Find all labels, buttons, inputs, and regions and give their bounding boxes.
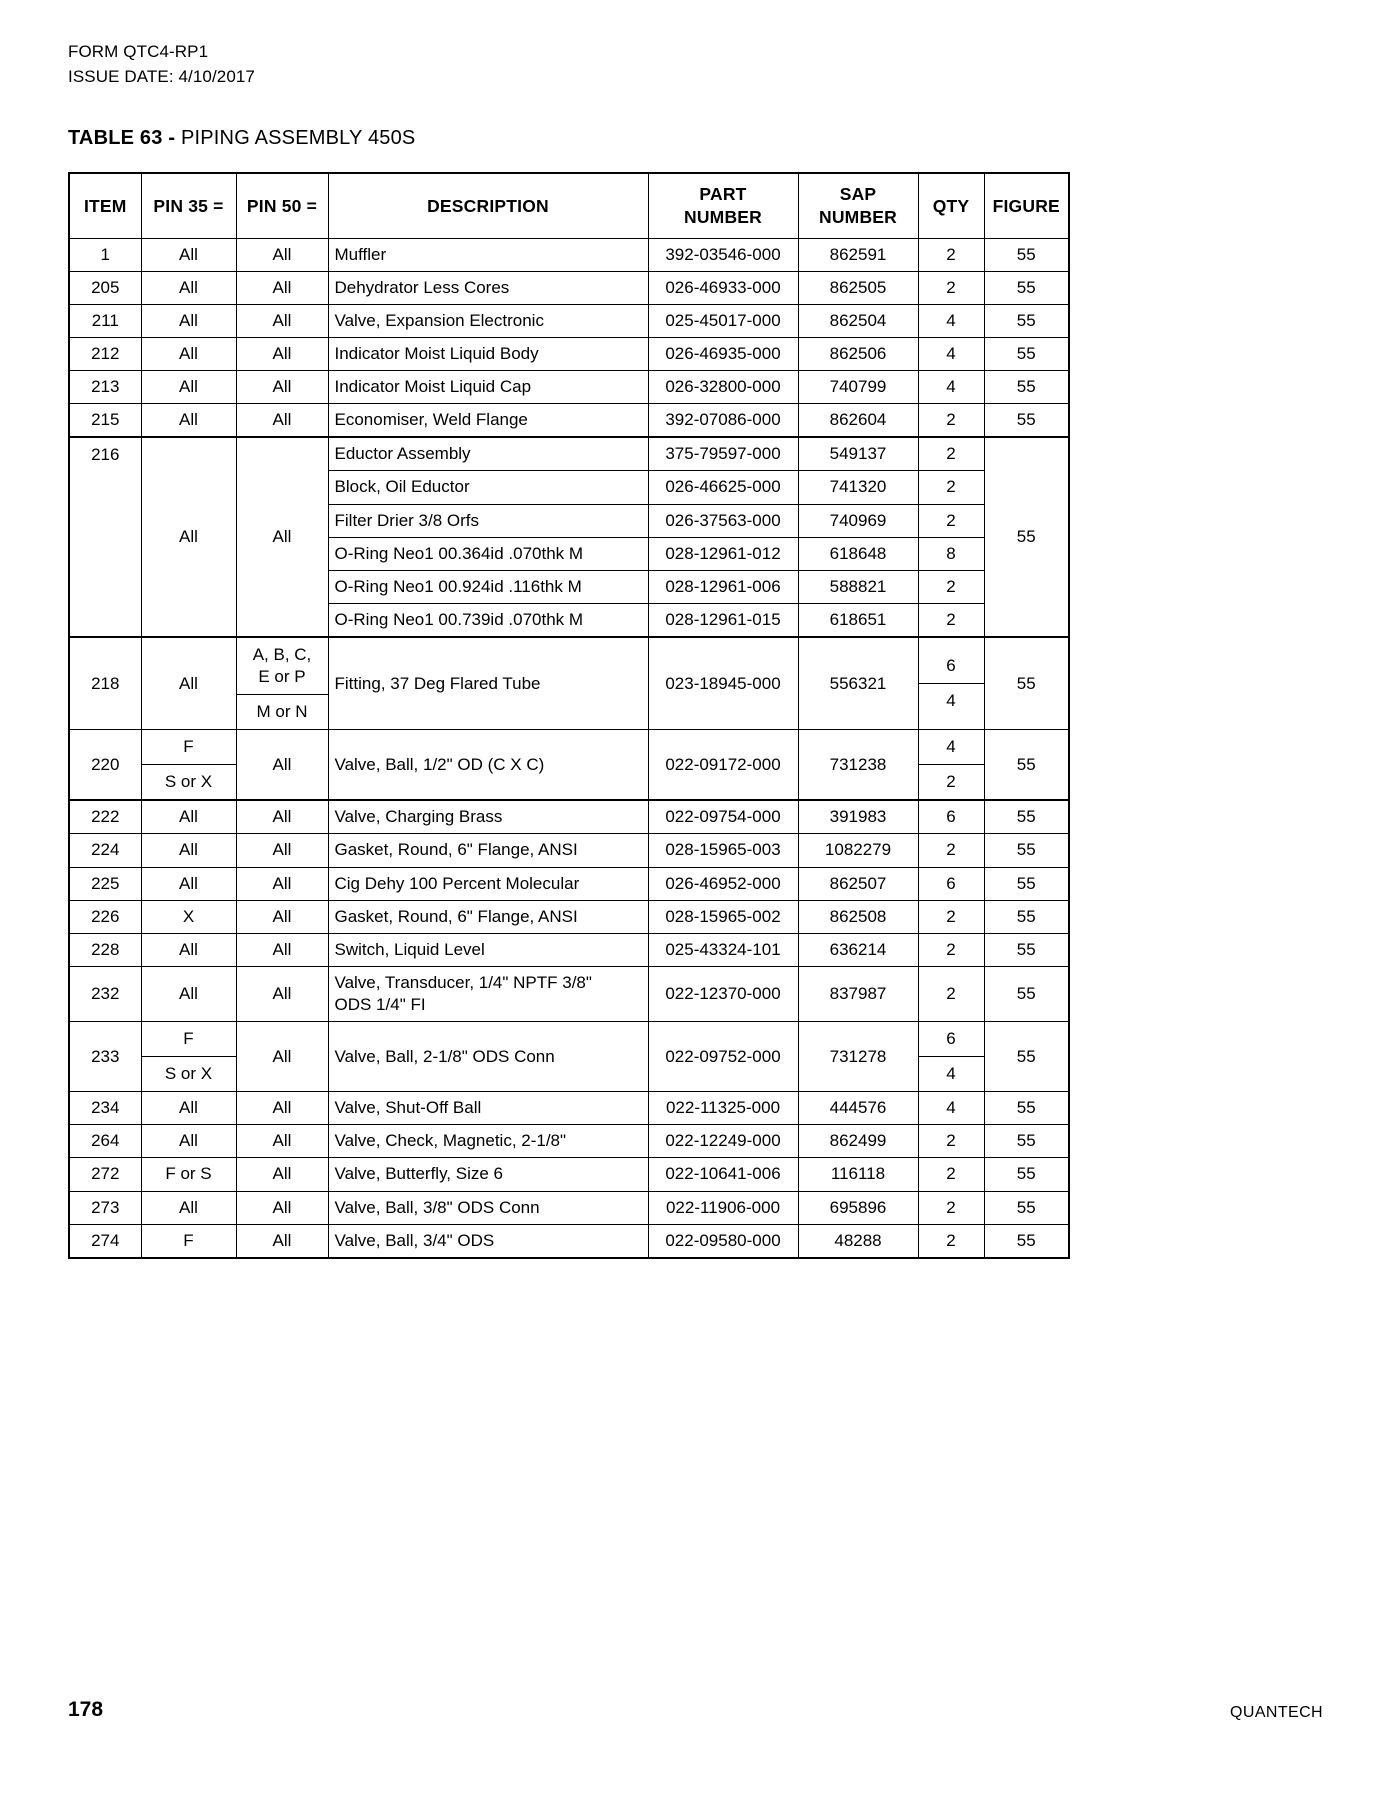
cell-qty: 2 bbox=[918, 504, 984, 537]
cell-item: 224 bbox=[69, 834, 141, 867]
cell-sap-number: 862505 bbox=[798, 271, 918, 304]
cell-sap-number: 618648 bbox=[798, 537, 918, 570]
parts-table bbox=[68, 172, 1070, 1258]
cell-description: Dehydrator Less Cores bbox=[328, 271, 648, 304]
cell-item-continued bbox=[69, 603, 141, 637]
cell-pin35: All bbox=[141, 637, 236, 730]
cell-part-number: 022-09754-000 bbox=[648, 800, 798, 834]
cell-sap-number: 588821 bbox=[798, 570, 918, 603]
table-row bbox=[69, 1125, 1069, 1158]
cell-item: 211 bbox=[69, 304, 141, 337]
cell-qty: 2 bbox=[918, 966, 984, 1021]
table-row bbox=[69, 404, 1069, 438]
cell-item: 225 bbox=[69, 867, 141, 900]
cell-description: Indicator Moist Liquid Cap bbox=[328, 371, 648, 404]
cell-pin50: All bbox=[236, 900, 328, 933]
cell-item: 215 bbox=[69, 404, 141, 438]
table-row bbox=[69, 834, 1069, 867]
col-header-sap-number bbox=[798, 173, 918, 238]
cell-part-number: 392-07086-000 bbox=[648, 404, 798, 438]
cell-part-number: 022-12370-000 bbox=[648, 966, 798, 1021]
col-header-item: ITEM bbox=[69, 173, 141, 238]
cell-qty: 2 bbox=[918, 933, 984, 966]
cell-qty: 2 bbox=[918, 471, 984, 504]
cell-pin50: All bbox=[236, 1224, 328, 1258]
cell-pin50: All bbox=[236, 1158, 328, 1191]
cell-pin50: All bbox=[236, 966, 328, 1021]
cell-pin50-top-line1: A, B, C, bbox=[252, 644, 312, 664]
cell-item-continued bbox=[69, 504, 141, 537]
cell-qty: 4 bbox=[918, 338, 984, 371]
table-row bbox=[69, 338, 1069, 371]
cell-qty: 2 bbox=[918, 570, 984, 603]
cell-item: 1 bbox=[69, 238, 141, 271]
cell-part-number: 022-10641-006 bbox=[648, 1158, 798, 1191]
cell-figure: 55 bbox=[984, 1125, 1069, 1158]
cell-sap-number: 731238 bbox=[798, 730, 918, 801]
cell-pin35: All bbox=[141, 338, 236, 371]
cell-description: Filter Drier 3/8 Orfs bbox=[328, 504, 648, 537]
cell-qty: 2 bbox=[918, 1224, 984, 1258]
cell-qty: 6 bbox=[918, 867, 984, 900]
cell-pin35: All bbox=[141, 437, 236, 637]
cell-part-number: 022-09752-000 bbox=[648, 1022, 798, 1092]
cell-sap-number: 862506 bbox=[798, 338, 918, 371]
cell-figure: 55 bbox=[984, 1191, 1069, 1224]
cell-figure: 55 bbox=[984, 1158, 1069, 1191]
cell-part-number: 026-37563-000 bbox=[648, 504, 798, 537]
issue-date: ISSUE DATE: 4/10/2017 bbox=[68, 66, 255, 86]
cell-pin35-bottom: S or X bbox=[164, 1064, 213, 1084]
table-row bbox=[69, 867, 1069, 900]
cell-pin50: All bbox=[236, 867, 328, 900]
cell-qty: 2 bbox=[918, 834, 984, 867]
cell-pin35: X bbox=[141, 900, 236, 933]
cell-pin35: All bbox=[141, 404, 236, 438]
cell-pin50: All bbox=[236, 730, 328, 801]
table-row bbox=[69, 437, 1069, 471]
cell-pin35: All bbox=[141, 1125, 236, 1158]
cell-qty-bottom: 4 bbox=[946, 691, 956, 711]
cell-figure: 55 bbox=[984, 730, 1069, 801]
cell-pin50: All bbox=[236, 1125, 328, 1158]
cell-part-number: 022-11906-000 bbox=[648, 1191, 798, 1224]
cell-item: 222 bbox=[69, 800, 141, 834]
cell-part-number: 023-18945-000 bbox=[648, 637, 798, 730]
table-row bbox=[69, 933, 1069, 966]
cell-qty-bottom: 2 bbox=[946, 772, 956, 792]
cell-item: 216 bbox=[69, 437, 141, 471]
cell-figure: 55 bbox=[984, 371, 1069, 404]
cell-pin50: All bbox=[236, 1022, 328, 1092]
cell-description: Valve, Ball, 1/2" OD (C X C) bbox=[328, 730, 648, 801]
cell-pin50-top-line2: E or P bbox=[258, 667, 306, 686]
cell-figure: 55 bbox=[984, 933, 1069, 966]
cell-figure: 55 bbox=[984, 867, 1069, 900]
cell-pin35: F or S bbox=[141, 1158, 236, 1191]
cell-sap-number: 695896 bbox=[798, 1191, 918, 1224]
cell-part-number: 022-09580-000 bbox=[648, 1224, 798, 1258]
cell-part-number: 026-46625-000 bbox=[648, 471, 798, 504]
table-row bbox=[69, 1158, 1069, 1191]
cell-part-number: 022-12249-000 bbox=[648, 1125, 798, 1158]
cell-pin50: All bbox=[236, 271, 328, 304]
cell-qty-top: 6 bbox=[919, 649, 984, 684]
cell-pin50: All bbox=[236, 304, 328, 337]
cell-part-number: 028-12961-012 bbox=[648, 537, 798, 570]
col-header-pin50: PIN 50 = bbox=[236, 173, 328, 238]
table-row bbox=[69, 800, 1069, 834]
cell-item-continued bbox=[69, 570, 141, 603]
cell-pin50-bottom: M or N bbox=[256, 702, 308, 722]
cell-item: 272 bbox=[69, 1158, 141, 1191]
table-row bbox=[69, 1022, 1069, 1092]
cell-qty-top: 6 bbox=[919, 1022, 984, 1057]
page-title bbox=[68, 127, 1323, 150]
form-number: FORM QTC4-RP1 bbox=[68, 42, 209, 61]
cell-part-number: 022-11325-000 bbox=[648, 1092, 798, 1125]
cell-description: Valve, Ball, 2-1/8" ODS Conn bbox=[328, 1022, 648, 1092]
cell-description: Valve, Ball, 3/4" ODS bbox=[328, 1224, 648, 1258]
cell-item: 233 bbox=[69, 1022, 141, 1092]
cell-description: O-Ring Neo1 00.739id .070thk M bbox=[328, 603, 648, 637]
col-header-sap-line2: NUMBER bbox=[818, 207, 897, 228]
col-header-part-number bbox=[648, 173, 798, 238]
cell-pin35: All bbox=[141, 800, 236, 834]
cell-pin35: All bbox=[141, 1191, 236, 1224]
cell-qty-top: 4 bbox=[919, 730, 984, 765]
cell-qty: 4 bbox=[918, 304, 984, 337]
cell-part-number: 028-15965-003 bbox=[648, 834, 798, 867]
cell-figure: 55 bbox=[984, 900, 1069, 933]
cell-sap-number: 48288 bbox=[798, 1224, 918, 1258]
cell-qty: 2 bbox=[918, 1191, 984, 1224]
col-header-pin35: PIN 35 = bbox=[141, 173, 236, 238]
company-brand: QUANTECH bbox=[1230, 1704, 1323, 1721]
cell-description: O-Ring Neo1 00.364id .070thk M bbox=[328, 537, 648, 570]
cell-sap-number: 116118 bbox=[798, 1158, 918, 1191]
cell-description: Fitting, 37 Deg Flared Tube bbox=[328, 637, 648, 730]
cell-sap-number: 862504 bbox=[798, 304, 918, 337]
cell-part-number: 026-46952-000 bbox=[648, 867, 798, 900]
cell-figure: 55 bbox=[984, 1022, 1069, 1092]
cell-part-number: 392-03546-000 bbox=[648, 238, 798, 271]
cell-figure: 55 bbox=[984, 404, 1069, 438]
cell-description bbox=[328, 966, 648, 1021]
cell-qty: 8 bbox=[918, 537, 984, 570]
cell-description: Gasket, Round, 6" Flange, ANSI bbox=[328, 834, 648, 867]
cell-qty: 4 bbox=[918, 371, 984, 404]
cell-item: 205 bbox=[69, 271, 141, 304]
cell-sap-number: 444576 bbox=[798, 1092, 918, 1125]
cell-figure: 55 bbox=[984, 637, 1069, 730]
cell-qty: 4 bbox=[918, 1092, 984, 1125]
cell-sap-number: 618651 bbox=[798, 603, 918, 637]
cell-qty-split bbox=[918, 637, 984, 730]
table-row bbox=[69, 271, 1069, 304]
cell-part-number: 026-46935-000 bbox=[648, 338, 798, 371]
cell-description: Muffler bbox=[328, 238, 648, 271]
page-number: 178 bbox=[68, 1698, 104, 1721]
table-row bbox=[69, 900, 1069, 933]
cell-pin35-top: F bbox=[142, 1022, 236, 1057]
cell-figure: 55 bbox=[984, 271, 1069, 304]
cell-sap-number: 862507 bbox=[798, 867, 918, 900]
cell-pin35: All bbox=[141, 1092, 236, 1125]
cell-pin50: All bbox=[236, 238, 328, 271]
table-row bbox=[69, 1092, 1069, 1125]
cell-part-number: 025-43324-101 bbox=[648, 933, 798, 966]
cell-description: Gasket, Round, 6" Flange, ANSI bbox=[328, 900, 648, 933]
cell-part-number: 022-09172-000 bbox=[648, 730, 798, 801]
cell-description: Valve, Check, Magnetic, 2-1/8" bbox=[328, 1125, 648, 1158]
cell-pin35: F bbox=[141, 1224, 236, 1258]
cell-pin35: All bbox=[141, 238, 236, 271]
cell-description: Valve, Charging Brass bbox=[328, 800, 648, 834]
document-header bbox=[68, 40, 1323, 89]
cell-sap-number: 731278 bbox=[798, 1022, 918, 1092]
cell-sap-number: 837987 bbox=[798, 966, 918, 1021]
cell-pin35: All bbox=[141, 834, 236, 867]
table-row bbox=[69, 371, 1069, 404]
cell-description: Economiser, Weld Flange bbox=[328, 404, 648, 438]
cell-figure: 55 bbox=[984, 1092, 1069, 1125]
col-header-figure: FIGURE bbox=[984, 173, 1069, 238]
cell-sap-number: 556321 bbox=[798, 637, 918, 730]
cell-qty-bottom: 4 bbox=[946, 1064, 956, 1084]
cell-pin35: All bbox=[141, 867, 236, 900]
cell-description: Valve, Butterfly, Size 6 bbox=[328, 1158, 648, 1191]
cell-pin35: All bbox=[141, 304, 236, 337]
cell-figure: 55 bbox=[984, 834, 1069, 867]
table-row bbox=[69, 304, 1069, 337]
cell-figure: 55 bbox=[984, 338, 1069, 371]
cell-description: Valve, Ball, 3/8" ODS Conn bbox=[328, 1191, 648, 1224]
cell-figure: 55 bbox=[984, 800, 1069, 834]
cell-figure: 55 bbox=[984, 1224, 1069, 1258]
cell-description-line2: ODS 1/4" FI bbox=[334, 994, 426, 1014]
cell-pin50: All bbox=[236, 371, 328, 404]
cell-item: 218 bbox=[69, 637, 141, 730]
cell-item: 232 bbox=[69, 966, 141, 1021]
cell-pin50: All bbox=[236, 1092, 328, 1125]
col-header-part-line1: PART bbox=[699, 184, 747, 205]
cell-item: 226 bbox=[69, 900, 141, 933]
cell-pin50: All bbox=[236, 933, 328, 966]
table-label: TABLE 63 - bbox=[68, 127, 176, 150]
cell-sap-number: 636214 bbox=[798, 933, 918, 966]
cell-figure: 55 bbox=[984, 966, 1069, 1021]
cell-pin35-bottom: S or X bbox=[164, 772, 213, 792]
cell-part-number: 025-45017-000 bbox=[648, 304, 798, 337]
table-row bbox=[69, 1191, 1069, 1224]
cell-qty: 2 bbox=[918, 1158, 984, 1191]
cell-sap-number: 862604 bbox=[798, 404, 918, 438]
cell-description: Valve, Expansion Electronic bbox=[328, 304, 648, 337]
cell-qty: 2 bbox=[918, 238, 984, 271]
cell-pin35-top: F bbox=[142, 730, 236, 765]
cell-qty: 2 bbox=[918, 404, 984, 438]
cell-pin35: All bbox=[141, 966, 236, 1021]
cell-item: 213 bbox=[69, 371, 141, 404]
cell-description: Switch, Liquid Level bbox=[328, 933, 648, 966]
cell-description: Eductor Assembly bbox=[328, 437, 648, 471]
cell-pin50: All bbox=[236, 1191, 328, 1224]
col-header-sap-line1: SAP bbox=[839, 184, 877, 205]
cell-figure: 55 bbox=[984, 304, 1069, 337]
cell-pin35: All bbox=[141, 371, 236, 404]
cell-pin50: All bbox=[236, 404, 328, 438]
table-row bbox=[69, 1224, 1069, 1258]
cell-figure: 55 bbox=[984, 238, 1069, 271]
cell-pin50-top bbox=[237, 638, 328, 695]
cell-sap-number: 862591 bbox=[798, 238, 918, 271]
col-header-qty: QTY bbox=[918, 173, 984, 238]
cell-figure: 55 bbox=[984, 437, 1069, 637]
page-footer bbox=[68, 1698, 1323, 1722]
table-row bbox=[69, 966, 1069, 1021]
cell-part-number: 028-15965-002 bbox=[648, 900, 798, 933]
cell-item-continued bbox=[69, 471, 141, 504]
cell-pin50: All bbox=[236, 834, 328, 867]
cell-sap-number: 862499 bbox=[798, 1125, 918, 1158]
cell-pin50: All bbox=[236, 437, 328, 637]
table-row bbox=[69, 730, 1069, 801]
cell-pin35: All bbox=[141, 271, 236, 304]
col-header-description: DESCRIPTION bbox=[328, 173, 648, 238]
cell-pin50-split bbox=[236, 637, 328, 730]
cell-qty: 2 bbox=[918, 271, 984, 304]
cell-item: 212 bbox=[69, 338, 141, 371]
cell-item: 264 bbox=[69, 1125, 141, 1158]
cell-sap-number: 740969 bbox=[798, 504, 918, 537]
table-name: PIPING ASSEMBLY 450S bbox=[175, 127, 416, 150]
cell-sap-number: 741320 bbox=[798, 471, 918, 504]
cell-sap-number: 740799 bbox=[798, 371, 918, 404]
cell-item: 234 bbox=[69, 1092, 141, 1125]
cell-qty: 2 bbox=[918, 603, 984, 637]
cell-qty-split bbox=[918, 1022, 984, 1092]
cell-qty: 2 bbox=[918, 1125, 984, 1158]
cell-part-number: 375-79597-000 bbox=[648, 437, 798, 471]
cell-sap-number: 1082279 bbox=[798, 834, 918, 867]
cell-item: 228 bbox=[69, 933, 141, 966]
cell-sap-number: 549137 bbox=[798, 437, 918, 471]
cell-item: 274 bbox=[69, 1224, 141, 1258]
cell-item: 273 bbox=[69, 1191, 141, 1224]
cell-item: 220 bbox=[69, 730, 141, 801]
cell-description-line1: Valve, Transducer, 1/4" NPTF 3/8" bbox=[334, 972, 592, 992]
cell-part-number: 028-12961-006 bbox=[648, 570, 798, 603]
cell-description: Cig Dehy 100 Percent Molecular bbox=[328, 867, 648, 900]
cell-pin50: All bbox=[236, 800, 328, 834]
table-row bbox=[69, 637, 1069, 730]
cell-description: O-Ring Neo1 00.924id .116thk M bbox=[328, 570, 648, 603]
cell-sap-number: 862508 bbox=[798, 900, 918, 933]
cell-description: Valve, Shut-Off Ball bbox=[328, 1092, 648, 1125]
cell-pin50: All bbox=[236, 338, 328, 371]
cell-pin35: All bbox=[141, 933, 236, 966]
cell-qty-split bbox=[918, 730, 984, 801]
cell-item-continued bbox=[69, 537, 141, 570]
cell-qty: 6 bbox=[918, 800, 984, 834]
cell-part-number: 028-12961-015 bbox=[648, 603, 798, 637]
cell-description: Block, Oil Eductor bbox=[328, 471, 648, 504]
col-header-part-line2: NUMBER bbox=[683, 207, 762, 228]
table-row bbox=[69, 238, 1069, 271]
cell-part-number: 026-32800-000 bbox=[648, 371, 798, 404]
cell-sap-number: 391983 bbox=[798, 800, 918, 834]
cell-pin35-split bbox=[141, 730, 236, 801]
cell-qty: 2 bbox=[918, 437, 984, 471]
cell-qty: 2 bbox=[918, 900, 984, 933]
table-header-row bbox=[69, 173, 1069, 238]
cell-part-number: 026-46933-000 bbox=[648, 271, 798, 304]
cell-description: Indicator Moist Liquid Body bbox=[328, 338, 648, 371]
cell-pin35-split bbox=[141, 1022, 236, 1092]
